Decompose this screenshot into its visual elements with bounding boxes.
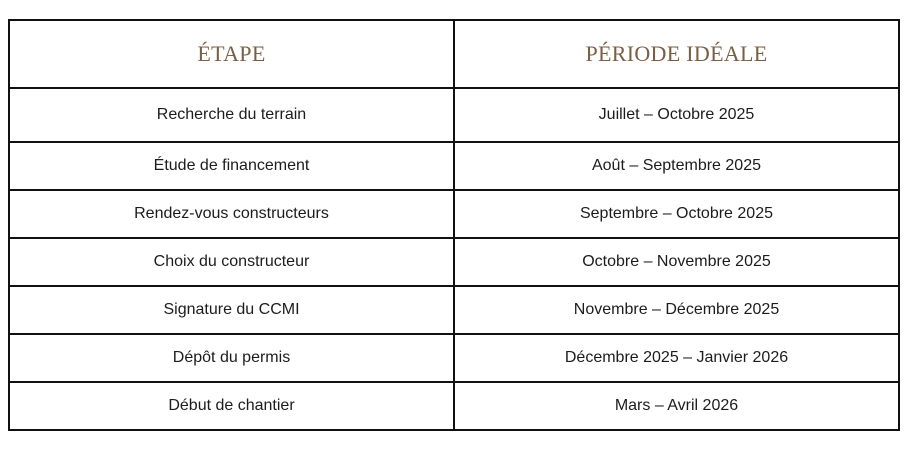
step-cell: Début de chantier [9, 382, 454, 430]
table-row [9, 286, 899, 334]
table-row [9, 382, 899, 430]
table-row [9, 334, 899, 382]
header-period: PÉRIODE IDÉALE [454, 20, 899, 88]
schedule-table [8, 19, 900, 431]
step-cell: Étude de financement [9, 142, 454, 190]
step-cell: Rendez-vous constructeurs [9, 190, 454, 238]
period-cell: Août – Septembre 2025 [454, 142, 899, 190]
header-step: ÉTAPE [9, 20, 454, 88]
step-cell: Dépôt du permis [9, 334, 454, 382]
step-cell: Signature du CCMI [9, 286, 454, 334]
step-cell: Choix du constructeur [9, 238, 454, 286]
period-cell: Décembre 2025 – Janvier 2026 [454, 334, 899, 382]
period-cell: Juillet – Octobre 2025 [454, 88, 899, 142]
table-row [9, 190, 899, 238]
table-row [9, 142, 899, 190]
step-cell: Recherche du terrain [9, 88, 454, 142]
header-row [9, 20, 899, 88]
period-cell: Octobre – Novembre 2025 [454, 238, 899, 286]
period-cell: Septembre – Octobre 2025 [454, 190, 899, 238]
table-row [9, 88, 899, 142]
period-cell: Mars – Avril 2026 [454, 382, 899, 430]
table-row [9, 238, 899, 286]
period-cell: Novembre – Décembre 2025 [454, 286, 899, 334]
